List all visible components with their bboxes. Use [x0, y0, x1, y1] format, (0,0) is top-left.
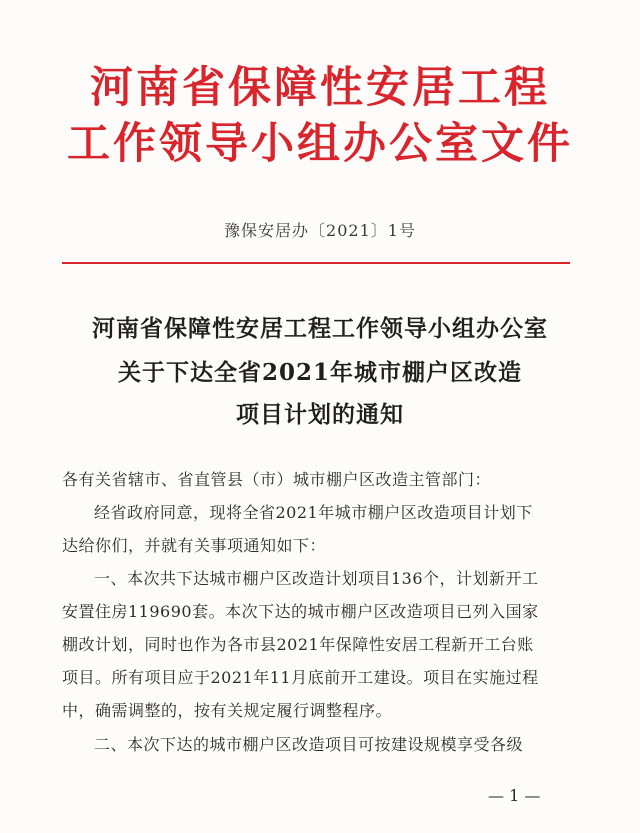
paragraph-2-line-1: 一、本次共下达城市棚户区改造计划项目136个，计划新开工 [94, 569, 539, 588]
paragraph-2-line-2: 安置住房119690套。本次下达的城市棚户区改造项目已列入国家 [62, 602, 539, 621]
page-number: — 1 — [488, 786, 541, 805]
paragraph-2-line-3: 棚改计划，同时也作为各市县2021年保障性安居工程新开工台账 [62, 635, 534, 654]
paragraph-2-line-5: 中，确需调整的，按有关规定履行调整程序。 [62, 701, 393, 720]
document-number: 豫保安居办〔2021〕1号 [224, 221, 416, 240]
document-title-line-3: 项目计划的通知 [236, 401, 404, 428]
paragraph-2-line-4: 项目。所有项目应于2021年11月底前开工建设。项目在实施过程 [62, 668, 539, 687]
paragraph-1-line-1: 经省政府同意，现将全省2021年城市棚户区改造项目计划下 [94, 503, 533, 522]
issuing-authority-line-1: 河南省保障性安居工程 [90, 63, 550, 113]
paragraph-3-line-1: 二、本次下达的城市棚户区改造项目可按建设规模享受各级 [94, 735, 524, 754]
red-header-divider [62, 262, 570, 264]
addressee-line: 各有关省辖市、省直管县（市）城市棚户区改造主管部门： [62, 470, 492, 489]
document-title-line-1: 河南省保障性安居工程工作领导小组办公室 [92, 315, 548, 342]
document-title-line-2: 关于下达全省2021年城市棚户区改造 [117, 359, 522, 386]
paragraph-1-line-2: 达给你们，并就有关事项通知如下： [62, 536, 327, 555]
issuing-authority-line-2: 工作领导小组办公室文件 [67, 119, 573, 169]
